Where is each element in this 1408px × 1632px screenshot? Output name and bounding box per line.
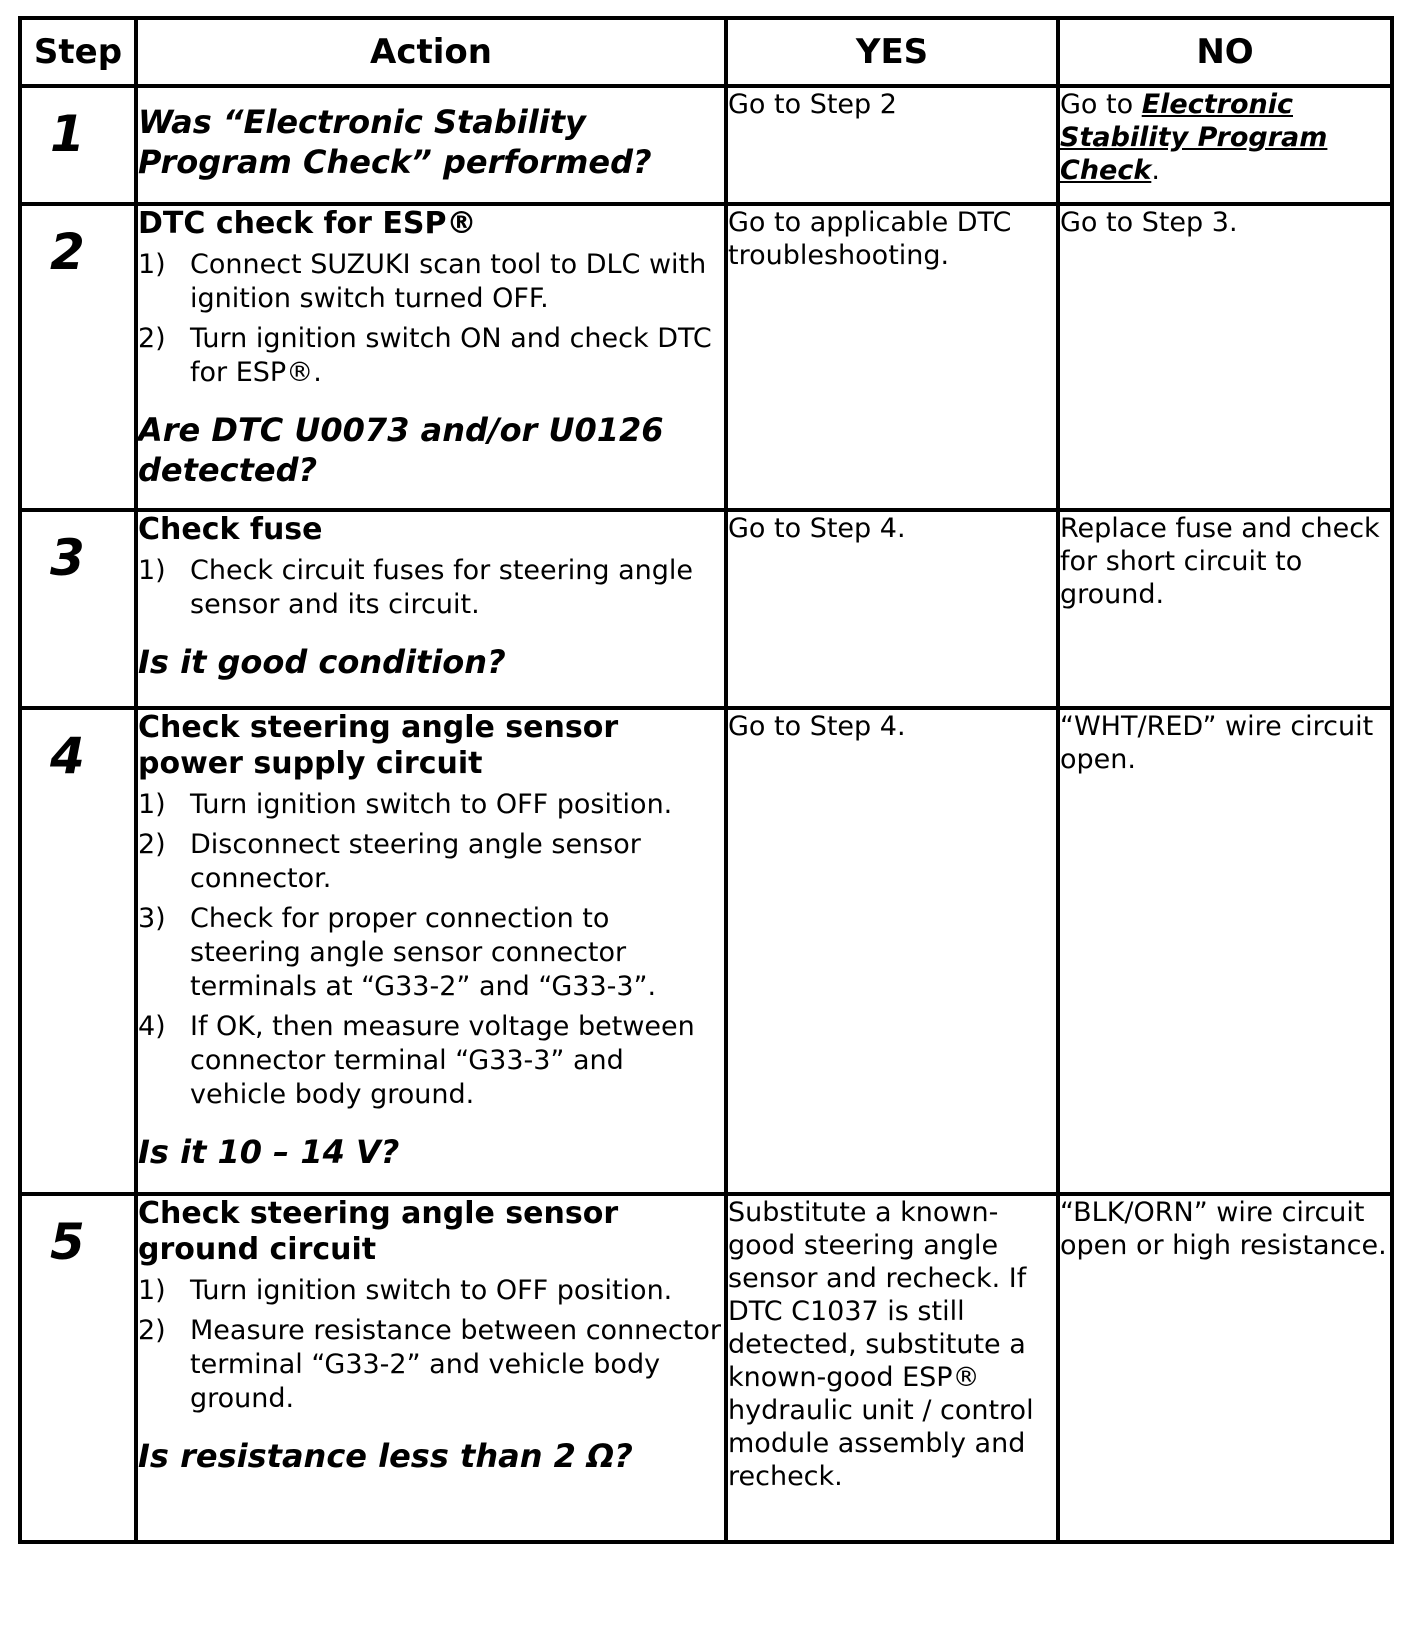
yes-cell: Go to Step 2	[726, 86, 1058, 204]
substep-list	[138, 788, 724, 1112]
esp-check-link[interactable]: Electronic Stability Program Check	[1060, 89, 1328, 186]
step-number: 2	[50, 223, 85, 281]
question-text: Is resistance less than 2 Ω?	[138, 1437, 633, 1475]
substep-list	[138, 1274, 724, 1416]
yes-cell: Go to applicable DTC troubleshooting.	[726, 204, 1058, 510]
substep-text: If OK, then measure voltage between connector terminal “G33-3” and vehicle body ground.	[190, 1011, 695, 1110]
yes-cell: Go to Step 4.	[726, 708, 1058, 1194]
table-row-step-5	[20, 1194, 1392, 1542]
substep-text: Disconnect steering angle sensor connector.	[190, 829, 641, 894]
header-step: Step	[20, 18, 136, 86]
header-action: Action	[136, 18, 726, 86]
substep-number: 1)	[138, 789, 166, 820]
substep-item	[138, 788, 724, 822]
step-cell	[20, 86, 136, 204]
substep-item	[138, 1010, 724, 1112]
step-cell	[20, 708, 136, 1194]
no-cell	[1058, 86, 1392, 204]
substep-item	[138, 1274, 724, 1308]
yes-cell: Substitute a known-good steering angle sensor and recheck. If DTC C1037 is still detected, substitute a known-good ESP® hydraulic unit / control module assembly and recheck.	[726, 1194, 1058, 1542]
question-text: Is it 10 – 14 V?	[138, 1133, 400, 1171]
table-row-step-3	[20, 510, 1392, 708]
substep-number: 3)	[138, 903, 166, 934]
table-row-step-2	[20, 204, 1392, 510]
action-title: Check fuse	[138, 512, 323, 547]
no-cell: Go to Step 3.	[1058, 204, 1392, 510]
diagnostic-table	[18, 16, 1394, 1544]
action-cell	[136, 1194, 726, 1542]
question-text: Is it good condition?	[138, 643, 506, 681]
step-number: 5	[50, 1213, 85, 1271]
substep-text: Connect SUZUKI scan tool to DLC with ignition switch turned OFF.	[190, 249, 707, 314]
action-title: DTC check for ESP®	[138, 206, 477, 241]
substep-text: Measure resistance between connector terminal “G33-2” and vehicle body ground.	[190, 1315, 721, 1414]
substep-item	[138, 1314, 724, 1416]
header-no: NO	[1058, 18, 1392, 86]
no-cell: Replace fuse and check for short circuit to ground.	[1058, 510, 1392, 708]
action-title: Check steering angle sensor ground circuit	[138, 1196, 619, 1267]
question-text: Was “Electronic Stability Program Check” performed?	[138, 103, 652, 181]
substep-number: 1)	[138, 1275, 166, 1306]
substep-number: 4)	[138, 1011, 166, 1042]
substep-item	[138, 828, 724, 896]
no-suffix: .	[1151, 155, 1160, 186]
header-row	[20, 18, 1392, 86]
substep-item	[138, 248, 724, 316]
substep-text: Turn ignition switch ON and check DTC for ESP®.	[190, 323, 712, 388]
substep-number: 2)	[138, 829, 166, 860]
question-text: Are DTC U0073 and/or U0126 detected?	[138, 411, 664, 489]
substep-number: 1)	[138, 249, 166, 280]
table-row-step-1	[20, 86, 1392, 204]
step-number: 3	[50, 529, 85, 587]
substep-list	[138, 554, 724, 622]
yes-cell: Go to Step 4.	[726, 510, 1058, 708]
substep-text: Check circuit fuses for steering angle sensor and its circuit.	[190, 555, 693, 620]
step-number: 1	[50, 105, 85, 163]
step-cell	[20, 510, 136, 708]
substep-number: 2)	[138, 1315, 166, 1346]
no-cell: “BLK/ORN” wire circuit open or high resistance.	[1058, 1194, 1392, 1542]
substep-text: Check for proper connection to steering angle sensor connector terminals at “G33-2” and “G33-3”.	[190, 903, 657, 1002]
no-cell: “WHT/RED” wire circuit open.	[1058, 708, 1392, 1194]
step-cell	[20, 1194, 136, 1542]
action-title: Check steering angle sensor power supply circuit	[138, 710, 619, 781]
substep-text: Turn ignition switch to OFF position.	[190, 789, 673, 820]
substep-number: 2)	[138, 323, 166, 354]
action-cell	[136, 86, 726, 204]
substep-item	[138, 902, 724, 1004]
substep-item	[138, 554, 724, 622]
substep-item	[138, 322, 724, 390]
step-cell	[20, 204, 136, 510]
substep-list	[138, 248, 724, 390]
header-yes: YES	[726, 18, 1058, 86]
table-row-step-4	[20, 708, 1392, 1194]
action-cell	[136, 204, 726, 510]
action-cell	[136, 510, 726, 708]
substep-number: 1)	[138, 555, 166, 586]
substep-text: Turn ignition switch to OFF position.	[190, 1275, 673, 1306]
no-prefix: Go to	[1060, 89, 1142, 120]
step-number: 4	[50, 727, 85, 785]
action-cell	[136, 708, 726, 1194]
